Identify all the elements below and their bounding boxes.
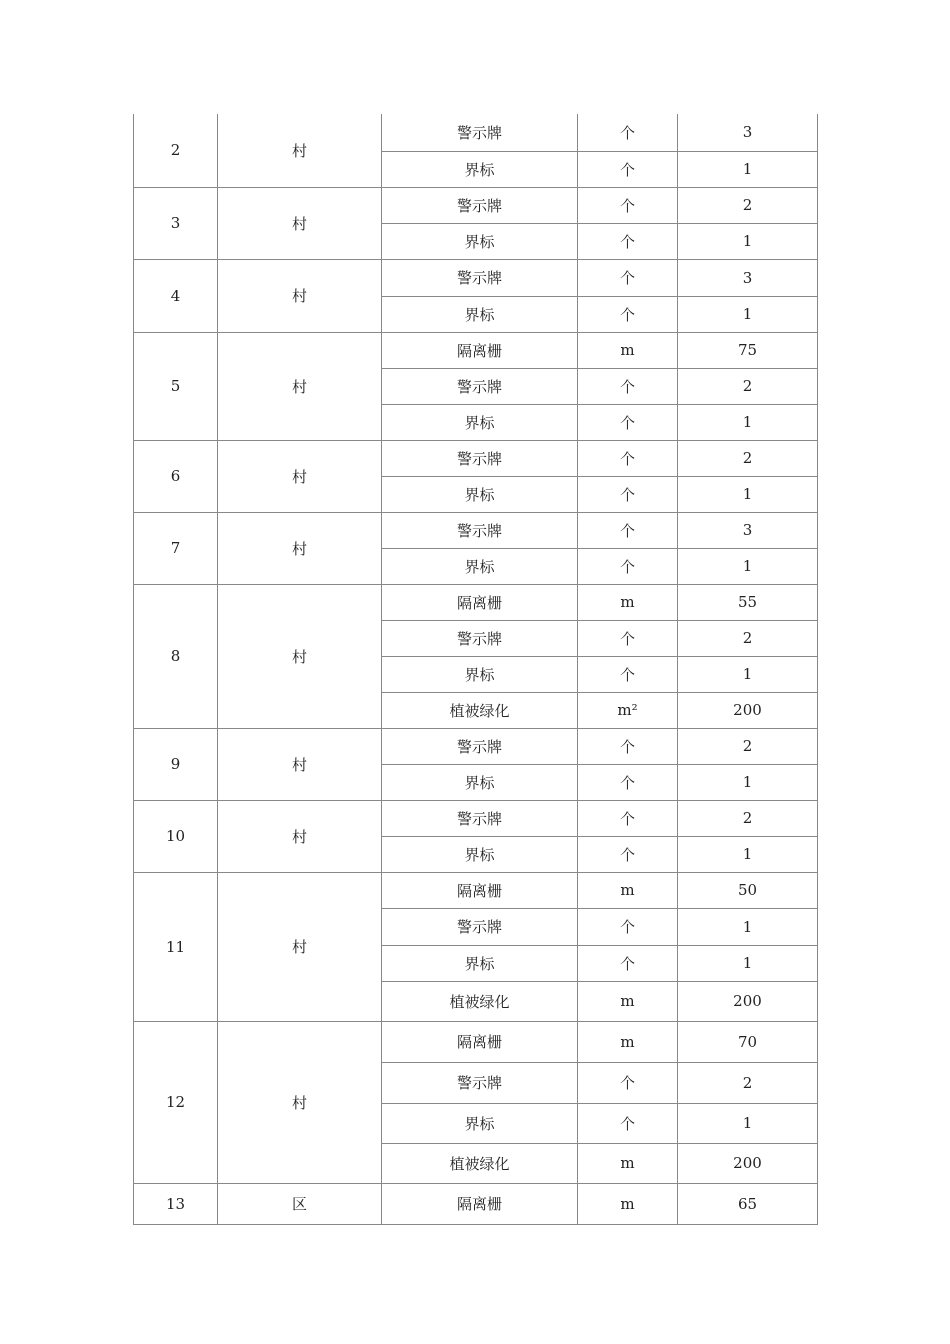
item-cell: 界标: [382, 296, 578, 332]
unit-cell: 个: [578, 476, 678, 512]
place-cell: 区: [218, 1183, 382, 1224]
qty-cell: 1: [678, 548, 818, 584]
table-row: [134, 114, 818, 151]
item-cell: 警示牌: [382, 620, 578, 656]
item-cell: 警示牌: [382, 908, 578, 945]
unit-cell: 个: [578, 404, 678, 440]
place-cell: 村: [218, 332, 382, 440]
qty-cell: 50: [678, 872, 818, 908]
qty-cell: 3: [678, 512, 818, 548]
qty-cell: 1: [678, 764, 818, 800]
qty-cell: 200: [678, 692, 818, 728]
item-cell: 隔离栅: [382, 1021, 578, 1062]
place-cell: 村: [218, 440, 382, 512]
row-number: 11: [134, 872, 218, 1021]
qty-cell: 200: [678, 981, 818, 1021]
item-cell: 界标: [382, 151, 578, 187]
unit-cell: 个: [578, 620, 678, 656]
row-number: 8: [134, 584, 218, 728]
row-number: 6: [134, 440, 218, 512]
row-number: 12: [134, 1021, 218, 1183]
item-cell: 警示牌: [382, 728, 578, 764]
item-cell: 警示牌: [382, 1062, 578, 1103]
item-cell: 隔离栅: [382, 1183, 578, 1224]
table-row: [134, 872, 818, 908]
item-cell: 警示牌: [382, 114, 578, 151]
place-cell: 村: [218, 728, 382, 800]
item-cell: 界标: [382, 404, 578, 440]
qty-cell: 1: [678, 1103, 818, 1143]
qty-cell: 2: [678, 187, 818, 223]
qty-cell: 2: [678, 620, 818, 656]
qty-cell: 1: [678, 223, 818, 259]
item-cell: 界标: [382, 945, 578, 981]
place-cell: 村: [218, 1021, 382, 1183]
qty-cell: 75: [678, 332, 818, 368]
item-cell: 隔离栅: [382, 872, 578, 908]
unit-cell: 个: [578, 187, 678, 223]
unit-cell: 个: [578, 836, 678, 872]
qty-cell: 65: [678, 1183, 818, 1224]
qty-cell: 1: [678, 404, 818, 440]
unit-cell: 个: [578, 764, 678, 800]
row-number: 4: [134, 259, 218, 332]
unit-cell: 个: [578, 151, 678, 187]
unit-cell: m: [578, 981, 678, 1021]
qty-cell: 1: [678, 908, 818, 945]
facilities-table: [133, 114, 818, 1225]
item-cell: 界标: [382, 548, 578, 584]
unit-cell: 个: [578, 259, 678, 296]
unit-cell: 个: [578, 945, 678, 981]
unit-cell: m: [578, 872, 678, 908]
unit-cell: m: [578, 1143, 678, 1183]
unit-cell: 个: [578, 548, 678, 584]
unit-cell: 个: [578, 908, 678, 945]
table-row: [134, 584, 818, 620]
item-cell: 隔离栅: [382, 584, 578, 620]
table-row: [134, 1183, 818, 1224]
qty-cell: 200: [678, 1143, 818, 1183]
unit-cell: m²: [578, 692, 678, 728]
unit-cell: 个: [578, 1062, 678, 1103]
qty-cell: 70: [678, 1021, 818, 1062]
place-cell: 村: [218, 872, 382, 1021]
row-number: 3: [134, 187, 218, 259]
unit-cell: 个: [578, 512, 678, 548]
place-cell: 村: [218, 800, 382, 872]
item-cell: 警示牌: [382, 800, 578, 836]
qty-cell: 3: [678, 114, 818, 151]
place-cell: 村: [218, 584, 382, 728]
unit-cell: 个: [578, 656, 678, 692]
item-cell: 界标: [382, 836, 578, 872]
qty-cell: 1: [678, 945, 818, 981]
unit-cell: 个: [578, 440, 678, 476]
unit-cell: 个: [578, 1103, 678, 1143]
row-number: 5: [134, 332, 218, 440]
qty-cell: 1: [678, 836, 818, 872]
qty-cell: 55: [678, 584, 818, 620]
qty-cell: 1: [678, 296, 818, 332]
qty-cell: 2: [678, 368, 818, 404]
unit-cell: m: [578, 332, 678, 368]
unit-cell: 个: [578, 368, 678, 404]
item-cell: 警示牌: [382, 368, 578, 404]
place-cell: 村: [218, 259, 382, 332]
item-cell: 界标: [382, 1103, 578, 1143]
table-row: [134, 332, 818, 368]
place-cell: 村: [218, 114, 382, 187]
unit-cell: m: [578, 1021, 678, 1062]
unit-cell: m: [578, 584, 678, 620]
table-row: [134, 728, 818, 764]
item-cell: 植被绿化: [382, 1143, 578, 1183]
item-cell: 隔离栅: [382, 332, 578, 368]
item-cell: 界标: [382, 656, 578, 692]
table-row: [134, 440, 818, 476]
unit-cell: 个: [578, 296, 678, 332]
row-number: 10: [134, 800, 218, 872]
item-cell: 植被绿化: [382, 692, 578, 728]
table-row: [134, 187, 818, 223]
table-row: [134, 512, 818, 548]
item-cell: 界标: [382, 223, 578, 259]
item-cell: 界标: [382, 476, 578, 512]
row-number: 2: [134, 114, 218, 187]
unit-cell: 个: [578, 114, 678, 151]
unit-cell: 个: [578, 728, 678, 764]
table-row: [134, 1021, 818, 1062]
place-cell: 村: [218, 187, 382, 259]
item-cell: 界标: [382, 764, 578, 800]
qty-cell: 2: [678, 728, 818, 764]
table-body: [134, 114, 818, 1224]
qty-cell: 2: [678, 440, 818, 476]
item-cell: 警示牌: [382, 187, 578, 223]
unit-cell: m: [578, 1183, 678, 1224]
table-row: [134, 800, 818, 836]
qty-cell: 2: [678, 800, 818, 836]
row-number: 13: [134, 1183, 218, 1224]
qty-cell: 1: [678, 656, 818, 692]
unit-cell: 个: [578, 800, 678, 836]
qty-cell: 3: [678, 259, 818, 296]
table-row: [134, 259, 818, 296]
row-number: 7: [134, 512, 218, 584]
item-cell: 警示牌: [382, 512, 578, 548]
place-cell: 村: [218, 512, 382, 584]
qty-cell: 1: [678, 476, 818, 512]
qty-cell: 1: [678, 151, 818, 187]
row-number: 9: [134, 728, 218, 800]
unit-cell: 个: [578, 223, 678, 259]
item-cell: 警示牌: [382, 440, 578, 476]
qty-cell: 2: [678, 1062, 818, 1103]
item-cell: 植被绿化: [382, 981, 578, 1021]
item-cell: 警示牌: [382, 259, 578, 296]
